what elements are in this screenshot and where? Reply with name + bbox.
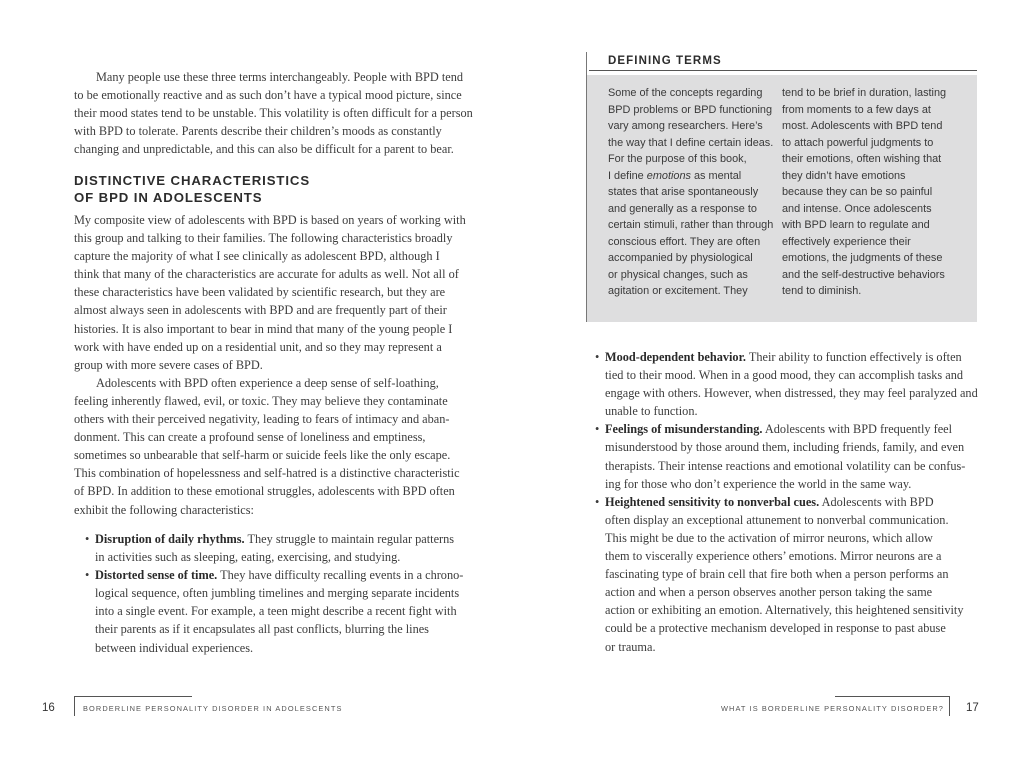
- bullet-term: Disruption of daily rhythms.: [95, 532, 245, 546]
- bullet-line: often display an exceptional attunement to nonverbal communication.: [605, 512, 949, 527]
- body-line: sometimes so unbearable that self-harm or suicide feels like the only escape.: [74, 448, 451, 463]
- bullet-line: could be a protective mechanism developed in response to past abuse: [605, 621, 946, 636]
- bullet-text: Adolescents with BPD: [819, 494, 934, 509]
- section-heading-line-2: OF BPD IN ADOLESCENTS: [74, 190, 263, 205]
- body-line: this group and talking to their families. The following characteristics broadly: [74, 231, 453, 246]
- sidebar-line: certain stimuli, rather than through: [608, 219, 774, 231]
- bullet-first-line: [95, 566, 464, 584]
- sidebar-line: BPD problems or BPD functioning: [608, 103, 773, 116]
- bullet-line: in activities such as sleeping, eating, exercising, and studying.: [95, 550, 401, 565]
- right-running-footer: WHAT IS BORDERLINE PERSONALITY DISORDER?: [720, 704, 944, 713]
- sidebar-line: the way that I define certain ideas.: [608, 136, 774, 149]
- sidebar-line: to attach powerful judgments to: [782, 136, 934, 149]
- intro-line: with BPD to tolerate. Parents describe their children’s moods as constantly: [74, 124, 442, 139]
- sidebar-line: agitation or excitement. They: [608, 285, 748, 297]
- sidebar-line: vary among researchers. Here’s: [608, 120, 763, 132]
- sidebar-line: and the self-destructive behaviors: [782, 268, 945, 281]
- bullet-line: ing for those who don’t experience the world in the same way.: [605, 476, 912, 491]
- intro-line: to be emotionally reactive and as such don’t have a typical mood picture, since: [74, 88, 462, 103]
- sidebar-line: with BPD learn to regulate and: [782, 219, 930, 231]
- sidebar-column-1: [608, 85, 773, 300]
- body-line: histories. It is also important to bear in mind that many of the young people I: [74, 321, 453, 336]
- bullet-line: their parents as if it encapsulates all past conflicts, blurring the lines: [95, 622, 429, 637]
- left-bullet-list: [85, 530, 464, 657]
- sidebar-line: emotions, the judgments of these: [782, 252, 943, 264]
- intro-line: Many people use these three terms interchangeably. People with BPD tend: [96, 70, 463, 84]
- left-footer-horizontal-rule: [74, 696, 192, 697]
- bullet-item: [85, 530, 455, 566]
- bullet-term: Distorted sense of time.: [95, 568, 218, 583]
- sidebar-line: [608, 168, 773, 185]
- sidebar-title: DEFINING TERMS: [608, 55, 722, 67]
- body-line: My composite view of adolescents with BPD is based on years of working with: [74, 213, 466, 227]
- bullet-line: action or exhibiting an emotion. Alternatively, this heightened sensitivity: [605, 603, 964, 618]
- left-page-number: 16: [42, 702, 55, 714]
- left-running-footer: BORDERLINE PERSONALITY DISORDER IN ADOLESCENTS: [83, 704, 343, 713]
- bullet-line: misunderstood by those around them, including friends, family, and even: [605, 440, 965, 455]
- sidebar-line: because they can be so painful: [782, 186, 933, 198]
- bullet-line: engage with others. However, when distressed, they may feel paralyzed and: [605, 386, 978, 401]
- sidebar-line: their emotions, often wishing that: [782, 153, 942, 165]
- body-line: group with more severe cases of BPD.: [74, 357, 263, 372]
- right-footer-horizontal-rule: [835, 696, 950, 697]
- bullet-line: or trauma.: [605, 639, 656, 654]
- bullet-dot-icon: •: [85, 568, 90, 583]
- bullet-line: therapists. Their intense reactions and emotional volatility can be confus-: [605, 458, 966, 473]
- body-line: these characteristics have been validated by scientific research, but they are: [74, 285, 446, 300]
- sidebar-text: I define: [608, 169, 647, 182]
- bullet-text: Their ability to function effectively is often: [745, 350, 962, 364]
- sidebar-title-rule: [589, 70, 977, 71]
- sidebar-line: conscious effort. They are often: [608, 235, 761, 248]
- intro-line: their mood states tend to be unstable. This volatility is often difficult for a person: [74, 106, 473, 121]
- sidebar-line: they didn’t have emotions: [782, 169, 906, 182]
- sidebar-line: Some of the concepts regarding: [608, 87, 763, 99]
- bullet-term: Heightened sensitivity to nonverbal cues.: [605, 494, 820, 509]
- body-line: think that many of the characteristics are accurate for adults as well. Not all of: [74, 267, 459, 282]
- body-paragraphs: [74, 211, 466, 519]
- sidebar-text: as mental: [690, 169, 742, 182]
- bullet-line: tied to their mood. When in a good mood, they can accomplish tasks and: [605, 368, 964, 383]
- sidebar-line: most. Adolescents with BPD tend: [782, 120, 943, 132]
- body-line: This combination of hopelessness and self-hatred is a distinctive characteristic: [74, 466, 460, 481]
- body-line: Adolescents with BPD often experience a deep sense of self-loathing,: [96, 375, 439, 390]
- right-footer-vertical-rule: [949, 696, 950, 716]
- right-bullet-list: [595, 348, 978, 656]
- body-line: capture the majority of what I see clinically as adolescent BPD, although I: [74, 249, 440, 264]
- bullet-first-line: [605, 420, 966, 438]
- bullet-first-line: [95, 530, 455, 548]
- body-line: others with their perceived negativity, leading to fears of intimacy and aban-: [74, 412, 450, 427]
- bullet-line: unable to function.: [605, 404, 698, 419]
- bullet-text: They have difficulty recalling events in a chrono-: [217, 568, 464, 583]
- bullet-first-line: [605, 348, 966, 366]
- left-footer-vertical-rule: [74, 696, 75, 716]
- right-page-number: 17: [966, 702, 979, 714]
- sidebar-line: tend to be brief in duration, lasting: [782, 87, 947, 99]
- bullet-line: them to viscerally experience others’ emotions. Mirror neurons are a: [605, 549, 942, 564]
- bullet-dot-icon: •: [595, 422, 600, 437]
- sidebar-line: accompanied by physiological: [608, 252, 753, 264]
- bullet-line: fascinating type of brain cell that fire both when a person performs an: [605, 567, 949, 582]
- bullet-dot-icon: •: [85, 532, 90, 546]
- intro-paragraph: [74, 68, 473, 158]
- sidebar-line: and intense. Once adolescents: [782, 202, 932, 215]
- body-line: work with have ended up on a residential unit, and so they may represent a: [74, 339, 442, 354]
- bullet-dot-icon: •: [595, 494, 600, 509]
- bullet-line: between individual experiences.: [95, 640, 254, 655]
- bullet-text: They struggle to maintain regular patterns: [244, 532, 455, 546]
- bullet-dot-icon: •: [595, 350, 600, 364]
- sidebar-line: states that arise spontaneously: [608, 186, 759, 198]
- body-line: feeling inherently flawed, evil, or toxic. They may believe they contaminate: [74, 393, 448, 408]
- bullet-line: action and when a person observes another person taking the same: [605, 585, 933, 600]
- bullet-term: Mood-dependent behavior.: [605, 350, 746, 364]
- sidebar-line: For the purpose of this book,: [608, 153, 747, 165]
- intro-line: changing and unpredictable, and this can also be difficult for a parent to bear.: [74, 142, 454, 157]
- section-heading-line-1: DISTINCTIVE CHARACTERISTICS: [74, 173, 311, 188]
- sidebar-line: from moments to a few days at: [782, 103, 931, 116]
- body-line: of BPD. In addition to these emotional struggles, adolescents with BPD often: [74, 484, 455, 499]
- bullet-text: Adolescents with BPD frequently feel: [762, 422, 953, 437]
- bullet-item: [85, 566, 464, 656]
- sidebar-emphasis: emotions: [646, 169, 691, 182]
- bullet-first-line: [605, 493, 966, 511]
- sidebar-line: effectively experience their: [782, 235, 911, 248]
- bullet-line: logical sequence, often jumbling timelines and merging separate incidents: [95, 586, 460, 601]
- bullet-term: Feelings of misunderstanding.: [605, 422, 763, 437]
- sidebar-vertical-rule: [586, 52, 587, 322]
- sidebar-column-2: [782, 85, 946, 300]
- bullet-line: into a single event. For example, a teen might describe a recent fight with: [95, 604, 457, 619]
- bullet-line: This might be due to the activation of mirror neurons, which allow: [605, 530, 933, 545]
- body-line: almost always seen in adolescents with BPD and are frequently part of their: [74, 303, 447, 318]
- bullet-item: [596, 420, 966, 492]
- body-line: donment. This can create a profound sense of loneliness and emptiness,: [74, 430, 426, 445]
- bullet-item: [596, 493, 966, 656]
- sidebar-line: and generally as a response to: [608, 202, 757, 215]
- sidebar-line: or physical changes, such as: [608, 268, 748, 281]
- sidebar-line: tend to diminish.: [782, 285, 862, 297]
- section-heading: [74, 172, 310, 206]
- bullet-item: [595, 348, 978, 420]
- body-line: exhibit the following characteristics:: [74, 502, 254, 517]
